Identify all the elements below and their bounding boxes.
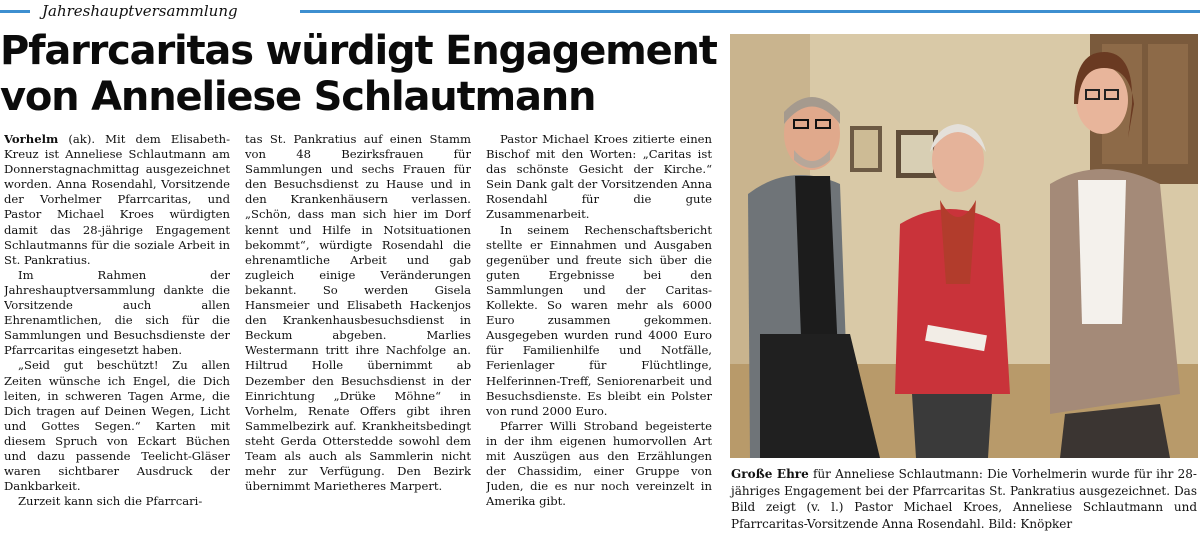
article-column-1	[4, 132, 230, 534]
photo-illustration	[730, 34, 1198, 458]
picture	[901, 135, 933, 173]
section-header	[0, 0, 1200, 22]
headline-line-2: von Anneliese Schlautmann	[0, 74, 596, 120]
paragraph-text: (ak). Mit dem Elisabeth-Kreuz ist Anneliese Schlautmann am Donnerstagnachmittag ausgezeichnet worden. Anna Rosendahl, Vorsitzende der Vorhelmer Pfarrcaritas, und Pastor Michael Kroes würdigten damit das 28-jährige Engagement Schlautmanns für die soziale Arbeit in St. Pankratius.	[4, 132, 230, 267]
article-paragraph	[4, 132, 230, 268]
woman-red-skirt	[912, 394, 992, 458]
headline-line-1: Pfarrcaritas würdigt Engagement	[0, 28, 717, 74]
article-paragraph: Pfarrer Willi Stroband begeisterte in der ihm eigenen humorvollen Art mit Auszügen aus den Erzählungen der Chassidim, einer Gruppe von Juden, die es nur noch vereinzelt in Amerika gibt.	[486, 418, 712, 509]
dateline: Vorhelm	[4, 132, 59, 146]
caption-text: für Anneliese Schlautmann: Die Vorhelmerin wurde für ihr 28-jähriges Engagement bei der Pfarrcaritas St. Pankratius ausgezeichnet. Das Bild zeigt (v. l.) Pastor Michael Kroes, Anneliese Schlautmann und Pfarrcaritas-Vorsitzende Anna Rosendahl. Bild: Knöpker	[731, 467, 1197, 531]
photo-caption	[731, 466, 1197, 532]
article-paragraph: Zurzeit kann sich die Pfarrcari-	[18, 494, 203, 509]
article-paragraph: Pastor Michael Kroes zitierte einen Bischof mit den Worten: „Caritas ist das schönste Gesicht der Kirche.“ Sein Dank galt der Vorsitzenden Anna Rosendahl für die gute Zusammenarbeit.	[486, 132, 712, 222]
article-photo	[730, 34, 1198, 458]
caption-lead: Große Ehre	[731, 467, 809, 481]
headline	[0, 28, 720, 120]
photo-cabinet-door	[1148, 44, 1188, 164]
woman-right-blouse	[1078, 180, 1126, 324]
section-rule-right	[300, 10, 1200, 13]
article-paragraph: In seinem Rechenschaftsbericht stellte er Einnahmen und Ausgaben gegenüber und freute sich über die guten Ergebnisse bei den Sammlungen und der Caritas-Kollekte. So waren mehr als 6000 Euro zusammen gekommen. Ausgegeben wurden rund 4000 Euro für Familienhilfe und Notfälle, Ferienlager für Flüchtlinge, Helferinnen-Treff, Seniorenarbeit und Besuchsdienste. Es bleibt ein Polster von rund 2000 Euro.	[486, 222, 712, 418]
article-paragraph: „Seid gut beschützt! Zu allen Zeiten wünsche ich Engel, die Dich leiten, in schweren Tagen Arme, die Dich tragen auf Deinen Wegen, Licht und Gottes Segen.“ Karten mit diesem Spruch von Eckart Büchen und dazu passende Teelicht-Gläser waren sichtbarer Ausdruck der Dankbarkeit.	[4, 358, 230, 494]
section-kicker: Jahreshauptversammlung	[34, 1, 246, 21]
article-paragraph: Im Rahmen der Jahreshauptversammlung dankte die Vorsitzende auch allen Ehrenamtlichen, die sich für die Sammlungen und Besuchsdienste der Pfarrcaritas eingesetzt haben.	[4, 267, 230, 358]
article-column-2	[245, 132, 471, 534]
article-paragraph: tas St. Pankratius auf einen Stamm von 48 Bezirksfrauen für Sammlungen und sechs Frauen für den Besuchsdienst zu Hause und in den Krankenhäusern verlassen. „Schön, dass man sich hier im Dorf kennt und Hilfe in Notsituationen bekommt“, würdigte Rosendahl die ehrenamtliche Arbeit und gab zugleich einige Veränderungen bekannt. So werden Gisela Hansmeier und Elisabeth Hackenjos den Krankenhausbesuchsdienst in Beckum abgeben. Marlies Westermann tritt ihre Nachfolge an. Hiltrud Holle übernimmt ab Dezember den Besuchsdienst in der Einrichtung „Drüke Möhne“ in Vorhelm, Renate Offers gibt ihren Sammelbezirk auf. Krankheitsbedingt steht Gerda Otterstedde sowohl dem Team als auch als Sammlerin nicht mehr zur Verfügung. Den Bezirk übernimmt Marietheres Marpert.	[245, 132, 471, 494]
picture	[854, 130, 878, 168]
article-column-3	[486, 132, 712, 534]
section-rule-left	[0, 10, 30, 13]
